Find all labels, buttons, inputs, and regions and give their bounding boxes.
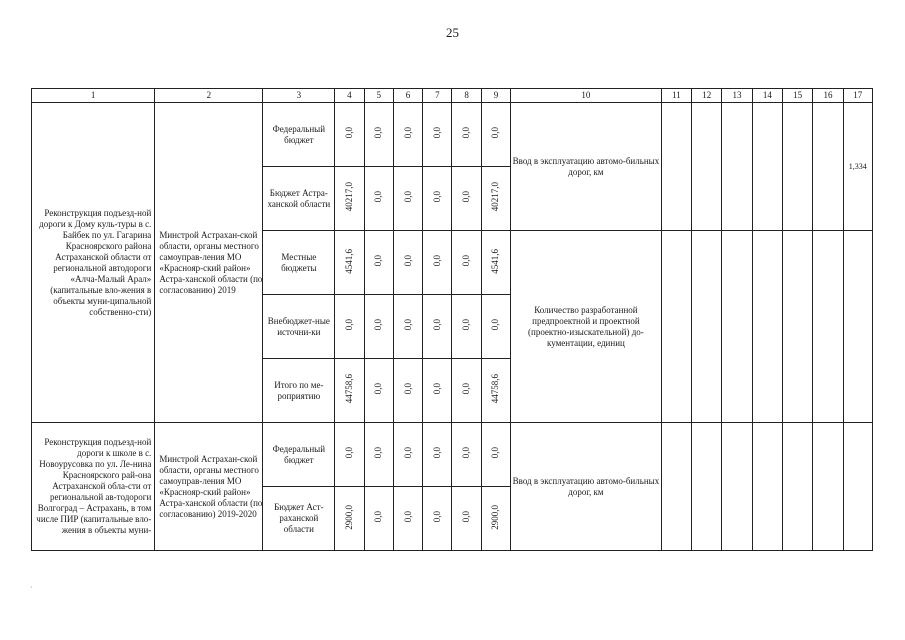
value-cell: 0,0	[393, 295, 422, 359]
program-table	[31, 88, 873, 551]
table-row	[32, 103, 873, 167]
value-cell: 0,0	[364, 231, 393, 295]
scan-mark: ·	[30, 583, 33, 592]
value-cell: 0,0	[335, 295, 364, 359]
funding-source: Внебюджет-ные источни-ки	[263, 295, 335, 359]
value-cell: 0,0	[335, 103, 364, 167]
value-cell: 44758,6	[335, 359, 364, 423]
value-cell: 0,0	[393, 487, 422, 551]
header-cell: 15	[782, 89, 812, 103]
indicator-cell	[782, 423, 812, 551]
indicator-cell	[692, 103, 722, 231]
indicator: Ввод в эксплуатацию автомо-бильных дорог, км	[511, 103, 662, 231]
value-cell: 0,0	[481, 423, 510, 487]
indicator-value: 1,334	[843, 103, 872, 231]
header-cell: 10	[511, 89, 662, 103]
executor: Минстрой Астрахан-ской области, органы местного самоуправ-ления МО «Краснояр-ский район» Астра-ханской области (по согласованию) 2019-2020	[155, 423, 263, 551]
header-cell: 16	[813, 89, 843, 103]
value-cell: 0,0	[423, 295, 452, 359]
indicator-cell	[692, 423, 722, 551]
indicator-cell	[661, 103, 691, 231]
indicator-cell	[752, 231, 782, 423]
indicator-cell	[661, 423, 691, 551]
value-cell: 4541,6	[481, 231, 510, 295]
value-cell: 0,0	[364, 487, 393, 551]
value-cell: 0,0	[364, 423, 393, 487]
header-cell: 2	[155, 89, 263, 103]
value-cell: 0,0	[364, 167, 393, 231]
executor: Минстрой Астрахан-ской области, органы местного самоуправ-ления МО «Краснояр-ский район» Астра-ханской области (по согласованию) 2019	[155, 103, 263, 423]
value-cell: 0,0	[481, 103, 510, 167]
indicator-cell	[661, 231, 691, 423]
value-cell: 0,0	[481, 295, 510, 359]
indicator-cell	[722, 103, 752, 231]
value-cell: 0,0	[452, 423, 481, 487]
project-name: Реконструкция подъезд-ной дороги к школе в с. Новоурусовка по ул. Ле-нина Красноярского рай-она Астраханской обла-сти от региональной ав-тодороги Волгоград – Астрахань, в том числе ПИР (капитальные вло-жения в объекты муни-	[32, 423, 155, 551]
header-cell: 11	[661, 89, 691, 103]
indicator-cell	[722, 231, 752, 423]
project-name: Реконструкция подъезд-ной дороги к Дому куль-туры в с. Байбек по ул. Гагарина Красноярского района Астраханской области от региональной автодороги «Алча-Малый Арал» (капитальные вло-жения в объекты муни-ципальной собственно-сти)	[32, 103, 155, 423]
header-cell: 4	[335, 89, 364, 103]
value-cell: 0,0	[423, 423, 452, 487]
header-cell: 17	[843, 89, 872, 103]
value-cell: 0,0	[364, 295, 393, 359]
funding-source: Федеральный бюджет	[263, 423, 335, 487]
value-cell: 0,0	[335, 423, 364, 487]
header-cell: 14	[752, 89, 782, 103]
funding-source: Федеральный бюджет	[263, 103, 335, 167]
funding-source: Итого по ме-роприятию	[263, 359, 335, 423]
value-cell: 0,0	[452, 359, 481, 423]
table-row	[32, 423, 873, 487]
value-cell: 0,0	[423, 103, 452, 167]
value-cell: 0,0	[423, 167, 452, 231]
value-cell: 0,0	[423, 487, 452, 551]
value-cell: 0,0	[364, 103, 393, 167]
indicator: Количество разработанной предпроектной и проектной (проектно-изыскательной) до-кументации, единиц	[511, 231, 662, 423]
page-number: 25	[446, 25, 459, 40]
indicator-cell	[782, 231, 812, 423]
value-cell: 4541,6	[335, 231, 364, 295]
value-cell: 0,0	[423, 359, 452, 423]
indicator-cell	[752, 423, 782, 551]
value-cell: 40217,0	[481, 167, 510, 231]
value-cell: 0,0	[393, 231, 422, 295]
header-cell: 5	[364, 89, 393, 103]
value-cell: 0,0	[452, 103, 481, 167]
value-cell: 0,0	[393, 103, 422, 167]
value-cell: 0,0	[393, 423, 422, 487]
indicator-cell	[722, 423, 752, 551]
indicator-cell	[752, 103, 782, 231]
value-cell: 0,0	[452, 167, 481, 231]
value-cell: 2900,0	[481, 487, 510, 551]
indicator-cell	[692, 231, 722, 423]
value-cell: 0,0	[393, 359, 422, 423]
indicator-cell	[813, 103, 843, 231]
header-cell: 3	[263, 89, 335, 103]
header-cell: 6	[393, 89, 422, 103]
value-cell: 0,0	[423, 231, 452, 295]
indicator-value	[843, 423, 872, 551]
value-cell: 0,0	[452, 295, 481, 359]
header-cell: 8	[452, 89, 481, 103]
header-cell: 13	[722, 89, 752, 103]
value-cell: 0,0	[452, 487, 481, 551]
indicator-cell	[782, 103, 812, 231]
value-cell: 2900,0	[335, 487, 364, 551]
indicator-cell	[813, 231, 843, 423]
funding-source: Бюджет Аст-раханской области	[263, 487, 335, 551]
header-cell: 1	[32, 89, 155, 103]
value-cell: 0,0	[364, 359, 393, 423]
indicator-value	[843, 231, 872, 423]
funding-source: Местные бюджеты	[263, 231, 335, 295]
value-cell: 44758,6	[481, 359, 510, 423]
header-row	[32, 89, 873, 103]
funding-source: Бюджет Астра-ханской области	[263, 167, 335, 231]
header-cell: 7	[423, 89, 452, 103]
indicator-cell	[813, 423, 843, 551]
value-cell: 0,0	[452, 231, 481, 295]
header-cell: 9	[481, 89, 510, 103]
header-cell: 12	[692, 89, 722, 103]
value-cell: 0,0	[393, 167, 422, 231]
value-cell: 40217,0	[335, 167, 364, 231]
indicator: Ввод в эксплуатацию автомо-бильных дорог, км	[511, 423, 662, 551]
